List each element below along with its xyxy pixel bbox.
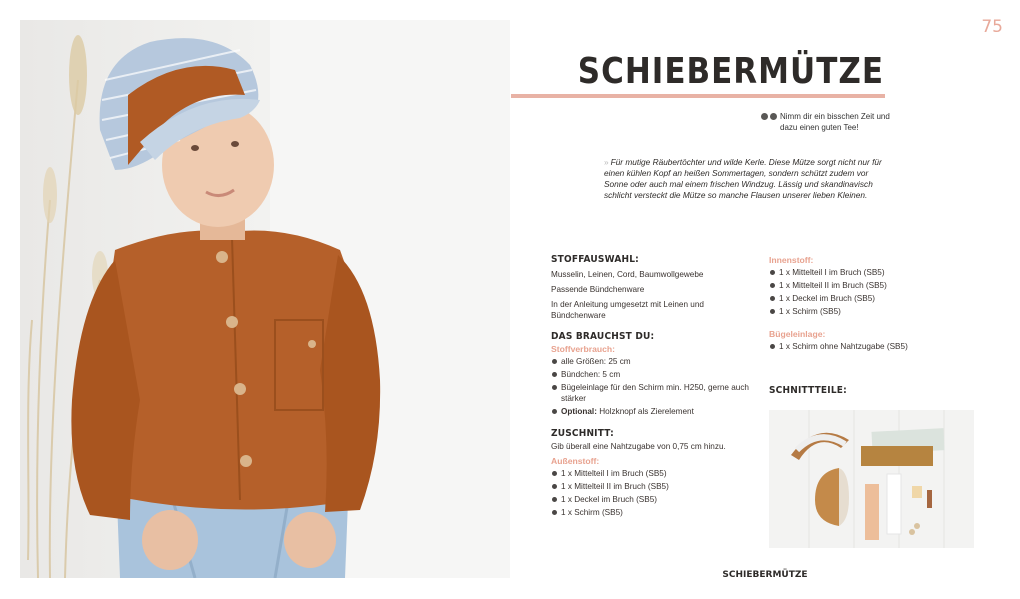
innenstoff-subheading: Innenstoff: xyxy=(769,255,814,265)
list-item: Bündchen: 5 cm xyxy=(551,369,751,380)
running-footer: SCHIEBERMÜTZE xyxy=(722,570,808,580)
list-item: 1 x Schirm ohne Nahtzugabe (SB5) xyxy=(769,341,979,352)
list-item: alle Größen: 25 cm xyxy=(551,356,751,367)
stoffverbrauch-subheading: Stoffverbrauch: xyxy=(551,344,615,354)
stoffauswahl-item: Musselin, Leinen, Cord, Baumwollgewebe xyxy=(551,270,704,279)
page-title: SCHIEBERMÜTZE xyxy=(577,50,884,92)
brauchst-heading: DAS BRAUCHST DU: xyxy=(551,331,655,343)
list-item: 1 x Deckel im Bruch (SB5) xyxy=(551,494,751,505)
list-item: Bügeleinlage für den Schirm min. H250, gerne auch stärker xyxy=(551,382,751,404)
list-item: 1 x Schirm (SB5) xyxy=(551,507,751,518)
list-item: 1 x Mittelteil I im Bruch (SB5) xyxy=(769,267,979,278)
difficulty-dots xyxy=(761,113,777,120)
innenstoff-list xyxy=(769,267,979,317)
difficulty-dot-icon xyxy=(770,113,777,120)
child-with-cap-illustration xyxy=(20,20,510,578)
pattern-pieces-photo xyxy=(769,410,974,548)
zuschnitt-heading: ZUSCHNITT: xyxy=(551,428,614,440)
optional-text: Holzknopf als Zierelement xyxy=(599,407,694,416)
list-item-optional xyxy=(551,406,751,417)
buegeleinlage-subheading: Bügeleinlage: xyxy=(769,329,826,339)
difficulty-text: Nimm dir ein bisschen Zeit und dazu einen guten Tee! xyxy=(780,112,890,132)
cutting-column xyxy=(769,255,979,396)
quote-mark-icon: » xyxy=(604,157,609,167)
aussenstoff-subheading: Außenstoff: xyxy=(551,456,600,466)
intro-paragraph xyxy=(604,157,894,201)
zuschnitt-text: Gib überall eine Nahtzugabe von 0,75 cm hinzu. xyxy=(551,442,726,451)
hero-photo xyxy=(20,20,510,578)
list-item: 1 x Deckel im Bruch (SB5) xyxy=(769,293,979,304)
aussenstoff-list xyxy=(551,468,751,518)
optional-label: Optional: xyxy=(561,407,597,416)
brauchst-list xyxy=(551,356,751,417)
stoffauswahl-item: Passende Bündchenware xyxy=(551,285,645,294)
materials-column xyxy=(551,255,751,520)
buegeleinlage-list xyxy=(769,341,979,352)
list-item: 1 x Schirm (SB5) xyxy=(769,306,979,317)
list-item: 1 x Mittelteil II im Bruch (SB5) xyxy=(551,481,751,492)
pattern-pieces-illustration xyxy=(769,410,974,548)
difficulty-dot-icon xyxy=(761,113,768,120)
page-number: 75 xyxy=(981,17,1003,37)
stoffauswahl-heading: STOFFAUSWAHL: xyxy=(551,254,639,266)
difficulty-indicator xyxy=(761,111,890,133)
schnittteile-heading: SCHNITTTEILE: xyxy=(769,385,847,397)
list-item: 1 x Mittelteil II im Bruch (SB5) xyxy=(769,280,979,291)
title-underline xyxy=(511,94,885,98)
stoffauswahl-item: In der Anleitung umgesetzt mit Leinen und Bündchenware xyxy=(551,300,704,320)
intro-text: Für mutige Räubertöchter und wilde Kerle. Diese Mütze sorgt nicht nur für einen kühlen Kopf an heißen Sommertagen, sondern schützt zudem vor Sonne oder auch mal einem frischen Windzug. Lässig und skandinavisch schlicht versteckt die Mütze so manche Flausen unserer lieben Kleinen. xyxy=(604,157,882,200)
list-item: 1 x Mittelteil I im Bruch (SB5) xyxy=(551,468,751,479)
